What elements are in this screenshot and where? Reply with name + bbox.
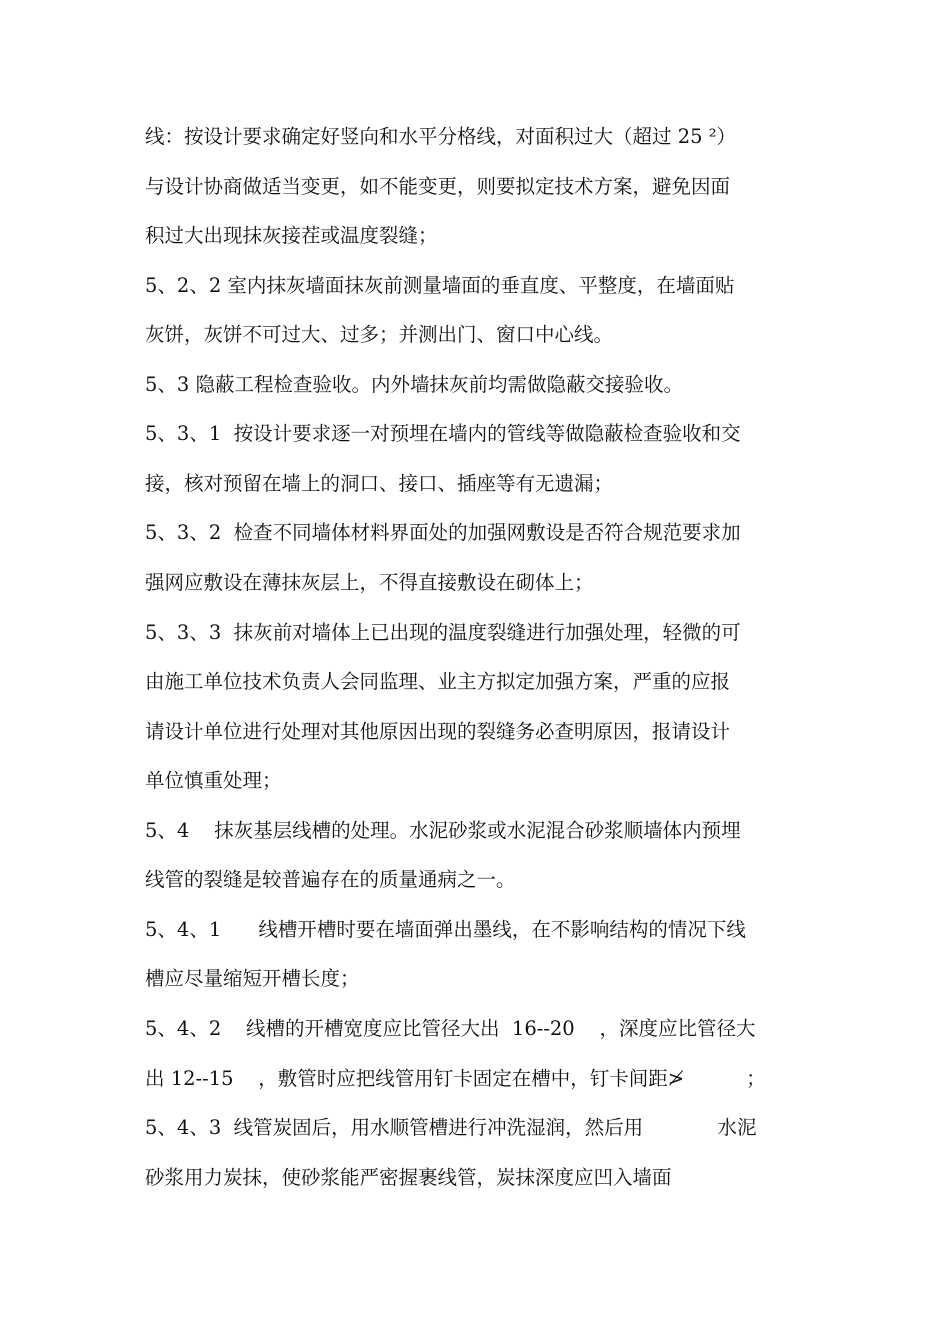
text-line: 5、2、2 室内抹灰墙面抹灰前测量墙面的垂直度、平整度，在墙面贴 [145, 274, 735, 297]
text-line: 请设计单位进行处理对其他原因出现的裂缝务必查明原因，报请设计 [145, 720, 731, 743]
text-line: 5、3、2 检查不同墙体材料界面处的加强网敷设是否符合规范要求加 [145, 521, 741, 544]
text-line: 强网应敷设在薄抹灰层上，不得直接敷设在砌体上； [145, 571, 594, 594]
text-line: 5、3 隐蔽工程检查验收。内外墙抹灰前均需做隐蔽交接验收。 [145, 373, 684, 396]
text-line: 接，核对预留在墙上的洞口、接口、插座等有无遗漏； [145, 472, 614, 495]
text-line: 出 12--15 ，敷管时应把线管用钉卡固定在槽中，钉卡间距≯ ； [145, 1067, 766, 1090]
text-line: 5、4、1 线槽开槽时要在墙面弹出墨线，在不影响结构的情况下线 [145, 918, 746, 941]
text-line: 砂浆用力炭抹，使砂浆能严密握裹线管，炭抹深度应凹入墙面 [145, 1166, 672, 1189]
text-line: 5、4 抹灰基层线槽的处理。水泥砂浆或水泥混合砂浆顺墙体内预埋 [145, 819, 741, 842]
text-line: 5、4、3 线管炭固后，用水顺管槽进行冲洗湿润，然后用 水泥 [145, 1116, 757, 1139]
text-line: 由施工单位技术负责人会同监理、业主方拟定加强方案，严重的应报 [145, 670, 731, 693]
text-line: 单位慎重处理； [145, 769, 282, 792]
text-line: 线：按设计要求确定好竖向和水平分格线，对面积过大（超过 25 ²） [145, 125, 737, 148]
text-line: 槽应尽量缩短开槽长度； [145, 967, 360, 990]
text-line: 与设计协商做适当变更，如不能变更，则要拟定技术方案，避免因面 [145, 175, 731, 198]
text-line: 灰饼，灰饼不可过大、过多；并测出门、窗口中心线。 [145, 323, 614, 346]
text-line: 5、3、3 抹灰前对墙体上已出现的温度裂缝进行加强处理，轻微的可 [145, 621, 741, 644]
text-line: 5、3、1 按设计要求逐一对预埋在墙内的管线等做隐蔽检查验收和交 [145, 422, 741, 445]
text-line: 线管的裂缝是较普遍存在的质量通病之一。 [145, 868, 516, 891]
text-line: 积过大出现抹灰接茬或温度裂缝； [145, 224, 438, 247]
text-line: 5、4、2 线槽的开槽宽度应比管径大出 16--20 ，深度应比管径大 [145, 1017, 756, 1040]
